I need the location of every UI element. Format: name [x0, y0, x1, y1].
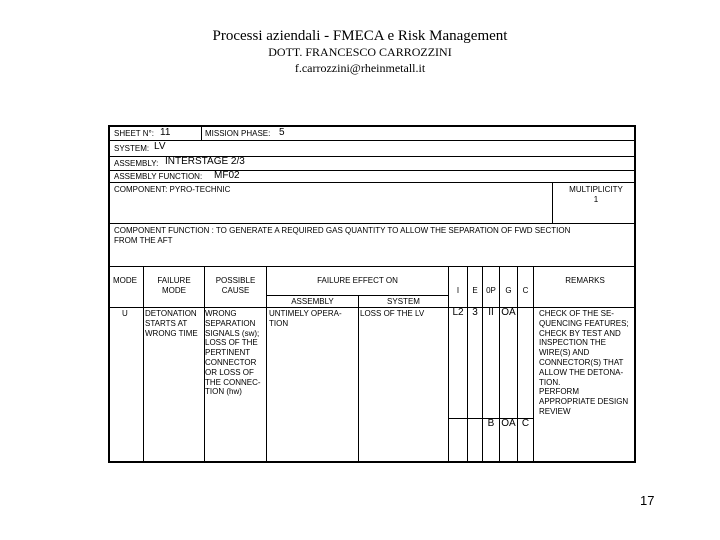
- summary-c: C: [521, 418, 530, 429]
- col-i: I: [456, 286, 460, 295]
- sheet-value: 11: [160, 127, 171, 138]
- divider: [266, 295, 448, 296]
- divider: [266, 266, 267, 463]
- row-op: II: [488, 307, 494, 318]
- divider: [110, 140, 636, 141]
- row-system-effect: LOSS OF THE LV: [360, 309, 425, 318]
- col-g: G: [505, 286, 512, 295]
- row-assembly-effect: UNTIMELY OPERA- TION: [269, 309, 342, 328]
- component: COMPONENT: PYRO-TECHNIC: [114, 185, 231, 194]
- divider: [358, 295, 359, 463]
- divider: [110, 182, 636, 183]
- col-remarks: REMARKS: [565, 276, 605, 285]
- divider: [110, 307, 636, 308]
- divider: [110, 266, 636, 267]
- col-e: E: [472, 286, 478, 295]
- col-c: C: [522, 286, 529, 295]
- component-function-line2: FROM THE AFT: [114, 236, 173, 245]
- row-g: OA: [501, 307, 516, 318]
- row-i: L2: [452, 307, 464, 318]
- row-e: 3: [472, 307, 478, 318]
- col-failure-mode: FAILURE MODE: [157, 276, 191, 295]
- author-email: f.carrozzini@rheinmetall.it: [294, 61, 426, 75]
- col-possible-cause: POSSIBLE CAUSE: [215, 276, 256, 295]
- divider: [110, 170, 636, 171]
- divider: [533, 266, 534, 463]
- row-failure-mode: DETONATION STARTS AT WRONG TIME: [145, 309, 198, 338]
- col-op: 0P: [486, 286, 496, 295]
- multiplicity-value: 1: [593, 195, 599, 204]
- mission-phase-label: MISSION PHASE:: [205, 129, 271, 138]
- assembly-function-label: ASSEMBLY FUNCTION:: [114, 172, 203, 181]
- row-remarks: CHECK OF THE SE- QUENCING FEATURES; CHECK BY TEST AND INSPECTION THE WIRE(S) AND CONNECTOR(S) THAT ALLOW THE DETONA- TION. PERFORM APPROPRIATE DESIGN REVIEW: [539, 309, 629, 416]
- mission-phase-value: 5: [279, 127, 285, 138]
- author-name: DOTT. FRANCESCO CARROZZINI: [268, 45, 452, 59]
- summary-g: OA: [501, 418, 516, 429]
- fmeca-worksheet: [108, 125, 636, 463]
- row-possible-cause: WRONG SEPARATION SIGNALS (sw); LOSS OF THE PERTINENT CONNECTOR OR LOSS OF THE CONNEC- TION (hw): [205, 309, 261, 397]
- divider: [201, 127, 202, 140]
- row-mode: U: [122, 309, 128, 318]
- col-assembly: ASSEMBLY: [291, 297, 334, 306]
- sheet-label: SHEET N°:: [114, 129, 154, 138]
- assembly-value: INTERSTAGE 2/3: [165, 156, 245, 167]
- multiplicity-label: MULTIPLICITY: [569, 185, 623, 194]
- system-value: LV: [154, 141, 166, 152]
- col-mode: MODE: [113, 276, 137, 285]
- system-label: SYSTEM:: [114, 144, 150, 153]
- page-number: 17: [640, 493, 655, 508]
- col-failure-effect-on: FAILURE EFFECT ON: [317, 276, 398, 285]
- divider: [110, 223, 636, 224]
- summary-op: B: [487, 418, 495, 429]
- assembly-function-value: MF02: [214, 170, 240, 181]
- component-function-line1: COMPONENT FUNCTION : TO GENERATE A REQUIRED GAS QUANTITY TO ALLOW THE SEPARATION OF FWD SECTION: [114, 226, 571, 235]
- divider: [552, 182, 553, 223]
- assembly-label: ASSEMBLY:: [114, 159, 159, 168]
- page-title: Processi aziendali - FMECA e Risk Management: [212, 28, 508, 44]
- col-system: SYSTEM: [387, 297, 420, 306]
